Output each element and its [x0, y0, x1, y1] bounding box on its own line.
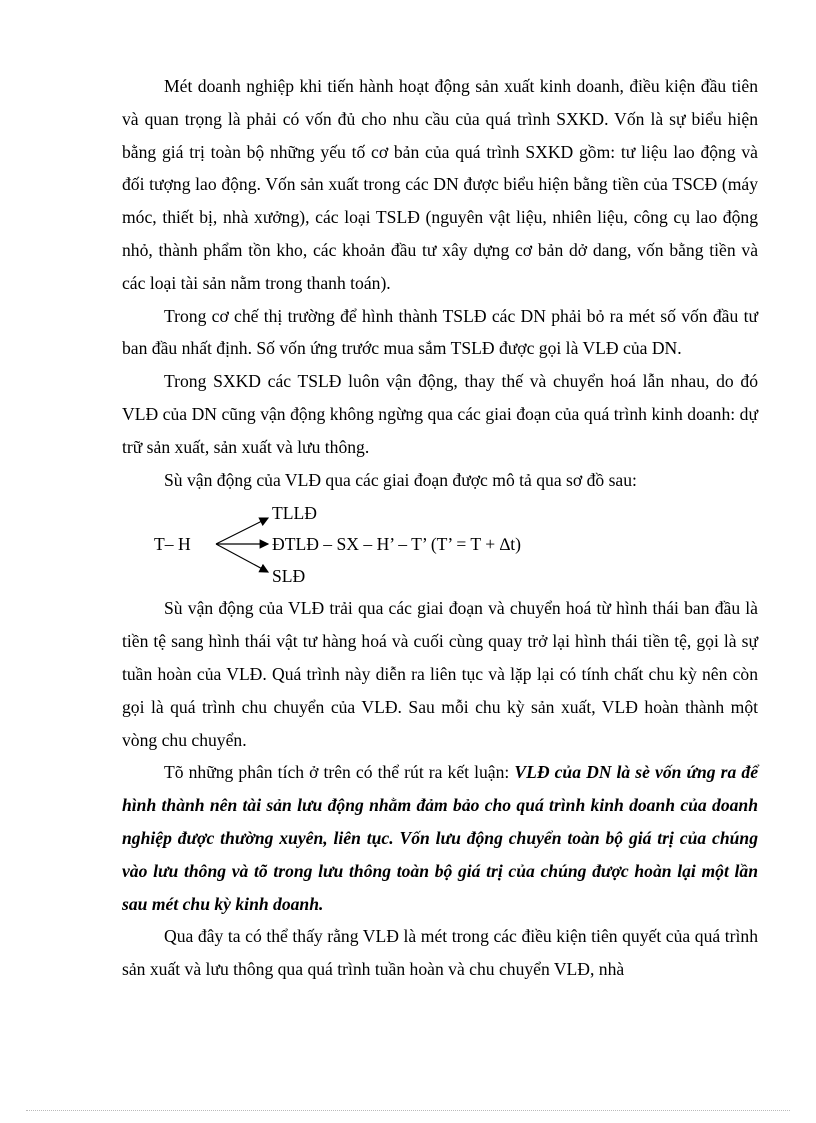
paragraph-1: Mét doanh nghiệp khi tiến hành hoạt động sản xuất kinh doanh, điều kiện đầu tiên và quan trọng là phải có vốn đủ cho nhu cầu của quá trình SXKD. Vốn là sự biểu hiện bằng giá trị toàn bộ những yếu tố cơ bản của quá trình SXKD gồm: tư liệu lao động và đối tượng lao động. Vốn sản xuất trong các DN được biểu hiện bằng tiền của TSCĐ (máy móc, thiết bị, nhà xưởng), các loại TSLĐ (nguyên vật liệu, nhiên liệu, công cụ lao động nhỏ, thành phẩm tồn kho, các khoản đầu tư xây dựng cơ bản dở dang, vốn bằng tiền và các loại tài sản nằm trong thanh toán).: [122, 76, 758, 293]
document-body: [122, 70, 758, 986]
diagram-bottom-node: SLĐ: [272, 566, 306, 587]
conclusion-definition: VLĐ của DN là sè vốn ứng ra để hình thành nên tài sản lưu động nhằm đảm bảo cho quá trình kinh doanh của doanh nghiệp được thường xuyên, liên tục. Vốn lưu động chuyển toàn bộ giá trị của chúng vào lưu thông và tõ trong lưu thông toàn bộ giá trị của chúng được hoàn lại một lần sau mét chu kỳ kinh doanh.: [122, 762, 758, 914]
diagram-middle-node: ĐTLĐ – SX – H’ – T’ (T’ = T + ∆t): [272, 534, 522, 555]
paragraph-3: Trong SXKD các TSLĐ luôn vận động, thay thế và chuyển hoá lẫn nhau, do đó VLĐ của DN cũng vận động không ngừng qua các giai đoạn của quá trình kinh doanh: dự trữ sản xuất, sản xuất và lưu thông.: [122, 371, 758, 457]
paragraph-6: [122, 756, 758, 920]
arrow-up: [216, 518, 268, 544]
diagram-source: T– H: [154, 534, 191, 555]
paragraph-6-lead: Tõ những phân tích ở trên có thể rút ra kết luận:: [164, 762, 515, 783]
paragraph-7: Qua đây ta có thể thấy rằng VLĐ là mét trong các điều kiện tiên quyết của quá trình sản xuất và lưu thông qua quá trình tuần hoàn và chu chuyển VLĐ, nhà: [122, 926, 758, 980]
paragraph-5: Sù vận động của VLĐ trải qua các giai đoạn và chuyển hoá từ hình thái ban đầu là tiền tệ sang hình thái vật tư hàng hoá và cuối cùng quay trở lại hình thái tiền tệ, gọi là sự tuần hoàn của VLĐ. Quá trình này diễn ra liên tục và lặp lại có tính chất chu kỳ nên còn gọi là quá trình chu chuyển của VLĐ. Sau mỗi chu kỳ sản xuất, VLĐ hoàn thành một vòng chu chuyển.: [122, 598, 758, 750]
capital-flow-diagram: [122, 496, 758, 592]
arrow-down: [216, 544, 268, 572]
paragraph-2: Trong cơ chế thị trường để hình thành TSLĐ các DN phải bỏ ra mét số vốn đầu tư ban đầu nhất định. Số vốn ứng trước mua sắm TSLĐ được gọi là VLĐ của DN.: [122, 305, 758, 359]
page-footer-divider: [26, 1110, 790, 1111]
diagram-top-node: TLLĐ: [272, 503, 317, 524]
paragraph-4: Sù vận động của VLĐ qua các giai đoạn được mô tả qua sơ đồ sau:: [164, 469, 637, 490]
